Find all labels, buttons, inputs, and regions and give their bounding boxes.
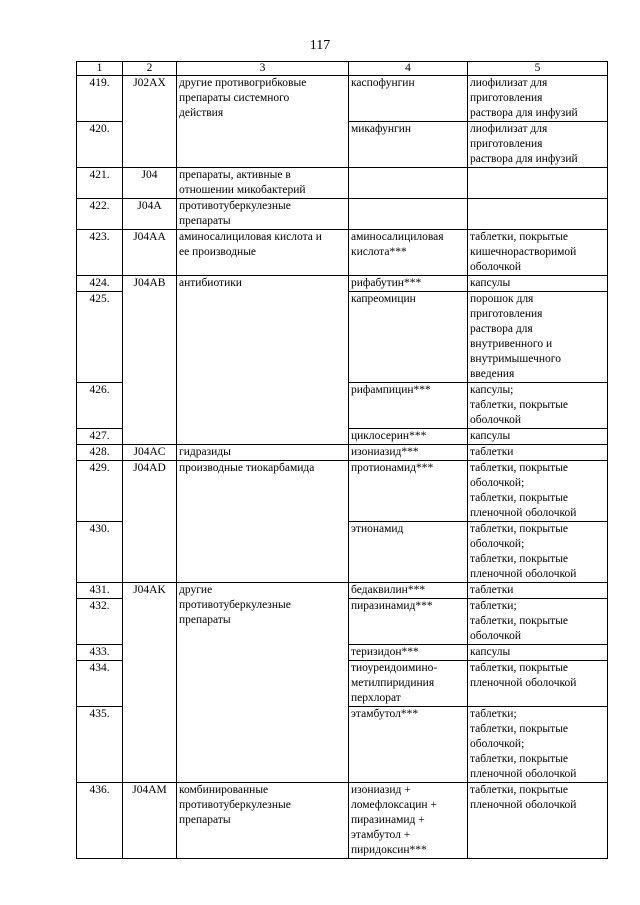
group-name: препараты, активные в отношении микобактерий (177, 168, 349, 199)
table-row (77, 199, 608, 230)
dosage-form: таблетки, покрытые пленочной оболочкой (468, 783, 608, 859)
table-row (77, 445, 608, 461)
dosage-form (468, 199, 608, 230)
row-number: 429. (77, 461, 123, 522)
drug-name (349, 199, 468, 230)
row-number: 426. (77, 383, 123, 429)
drug-name: аминосалициловая кислота*** (349, 230, 468, 276)
row-number: 436. (77, 783, 123, 859)
table-row (77, 76, 608, 122)
atc-code: J04AK (123, 583, 177, 783)
group-name: комбинированные противотуберкулезные препараты (177, 783, 349, 859)
row-number: 432. (77, 599, 123, 645)
drug-name: капреомицин (349, 292, 468, 383)
group-name: антибиотики (177, 276, 349, 445)
drug-name: изониазид*** (349, 445, 468, 461)
table-row (77, 168, 608, 199)
dosage-form: капсулы (468, 429, 608, 445)
drug-name: этионамид (349, 522, 468, 583)
row-number: 422. (77, 199, 123, 230)
medication-table (76, 61, 608, 859)
header-cell: 4 (349, 62, 468, 76)
dosage-form: таблетки (468, 583, 608, 599)
drug-name: каспофунгин (349, 76, 468, 122)
header-cell: 1 (77, 62, 123, 76)
row-number: 423. (77, 230, 123, 276)
row-number: 428. (77, 445, 123, 461)
group-name: гидразиды (177, 445, 349, 461)
atc-code: J02AX (123, 76, 177, 168)
table-row (77, 461, 608, 522)
header-cell: 2 (123, 62, 177, 76)
atc-code: J04AD (123, 461, 177, 583)
dosage-form: лиофилизат для приготовления раствора для инфузий (468, 76, 608, 122)
dosage-form: капсулы (468, 276, 608, 292)
dosage-form: таблетки; таблетки, покрытые оболочкой (468, 599, 608, 645)
atc-code: J04AC (123, 445, 177, 461)
drug-name: рифампицин*** (349, 383, 468, 429)
dosage-form: таблетки, покрытые пленочной оболочкой (468, 661, 608, 707)
drug-name (349, 168, 468, 199)
row-number: 421. (77, 168, 123, 199)
drug-name: пиразинамид*** (349, 599, 468, 645)
atc-code: J04AM (123, 783, 177, 859)
row-number: 430. (77, 522, 123, 583)
row-number: 420. (77, 122, 123, 168)
dosage-form: капсулы; таблетки, покрытые оболочкой (468, 383, 608, 429)
table-row (77, 583, 608, 599)
drug-name: тиоуреидоимино- метилпиридиния перхлорат (349, 661, 468, 707)
drug-name: теризидон*** (349, 645, 468, 661)
dosage-form: лиофилизат для приготовления раствора для инфузий (468, 122, 608, 168)
drug-name: изониазид + ломефлоксацин + пиразинамид + этамбутол + пиридоксин*** (349, 783, 468, 859)
group-name: другие противотуберкулезные препараты (177, 583, 349, 783)
atc-code: J04A (123, 199, 177, 230)
group-name: аминосалициловая кислота и ее производные (177, 230, 349, 276)
row-number: 424. (77, 276, 123, 292)
table-row (77, 276, 608, 292)
row-number: 433. (77, 645, 123, 661)
drug-name: протионамид*** (349, 461, 468, 522)
page-number: 117 (309, 38, 331, 53)
dosage-form: таблетки, покрытые оболочкой; таблетки, покрытые пленочной оболочкой (468, 522, 608, 583)
drug-name: микафунгин (349, 122, 468, 168)
group-name: производные тиокарбамида (177, 461, 349, 583)
dosage-form (468, 168, 608, 199)
dosage-form: таблетки (468, 445, 608, 461)
table-header-row (77, 62, 608, 76)
dosage-form: капсулы (468, 645, 608, 661)
drug-name: этамбутол*** (349, 707, 468, 783)
atc-code: J04 (123, 168, 177, 199)
drug-name: рифабутин*** (349, 276, 468, 292)
dosage-form: таблетки; таблетки, покрытые оболочкой; таблетки, покрытые пленочной оболочкой (468, 707, 608, 783)
dosage-form: таблетки, покрытые кишечнорастворимой оболочкой (468, 230, 608, 276)
drug-name: циклосерин*** (349, 429, 468, 445)
row-number: 427. (77, 429, 123, 445)
dosage-form: таблетки, покрытые оболочкой; таблетки, покрытые пленочной оболочкой (468, 461, 608, 522)
row-number: 425. (77, 292, 123, 383)
table-row (77, 783, 608, 859)
drug-name: бедаквилин*** (349, 583, 468, 599)
row-number: 434. (77, 661, 123, 707)
atc-code: J04AA (123, 230, 177, 276)
table-row (77, 230, 608, 276)
row-number: 435. (77, 707, 123, 783)
atc-code: J04AB (123, 276, 177, 445)
dosage-form: порошок для приготовления раствора для внутривенного и внутримышечного введения (468, 292, 608, 383)
group-name: другие противогрибковые препараты системного действия (177, 76, 349, 168)
header-cell: 5 (468, 62, 608, 76)
group-name: противотуберкулезные препараты (177, 199, 349, 230)
header-cell: 3 (177, 62, 349, 76)
row-number: 419. (77, 76, 123, 122)
row-number: 431. (77, 583, 123, 599)
